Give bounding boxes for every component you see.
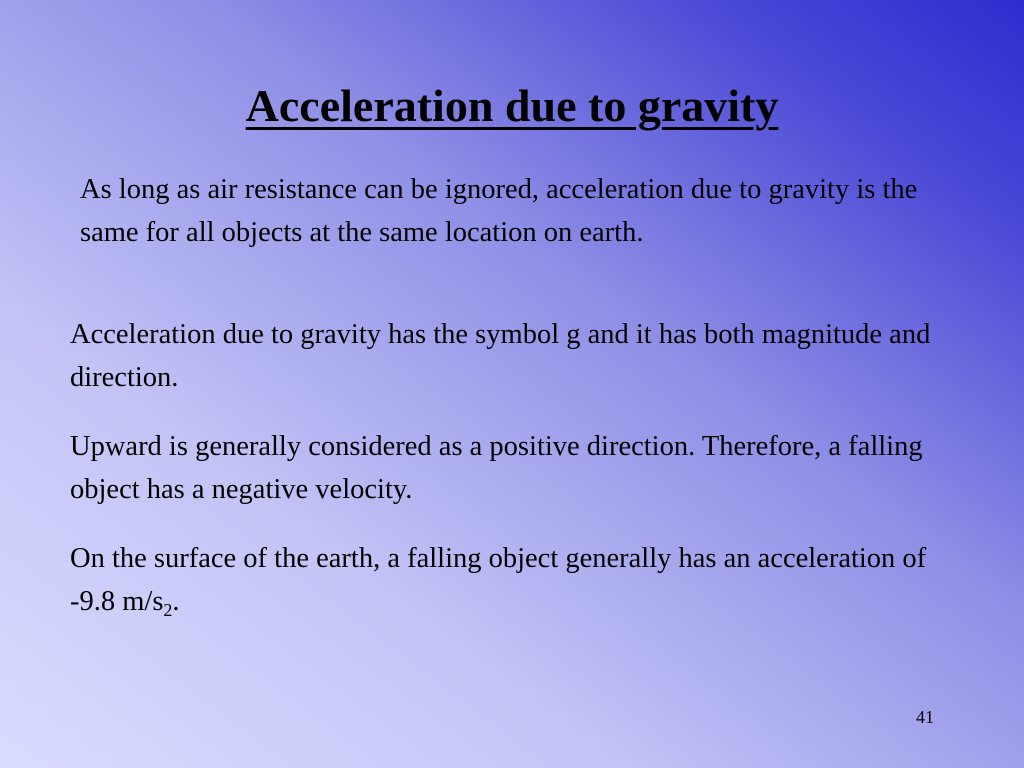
paragraph-upward-direction: Upward is generally considered as a positive direction. Therefore, a falling object has a negative velocity. — [70, 431, 923, 505]
paragraph-symbol-g: Acceleration due to gravity has the symbol g and it has both magnitude and direction. — [70, 319, 931, 393]
slide-title: Acceleration due to gravity — [245, 80, 779, 131]
page-number: 41 — [916, 707, 934, 727]
acceleration-text: On the surface of the earth, a falling object generally has an acceleration of -9.8 m/s — [70, 543, 927, 617]
acceleration-period: . — [172, 586, 180, 617]
paragraph-air-resistance: As long as air resistance can be ignored, acceleration due to gravity is the same for all objects at the same location on earth. — [80, 174, 918, 248]
paragraph-surface-acceleration — [70, 537, 970, 623]
acceleration-subscript: 2 — [163, 600, 173, 620]
